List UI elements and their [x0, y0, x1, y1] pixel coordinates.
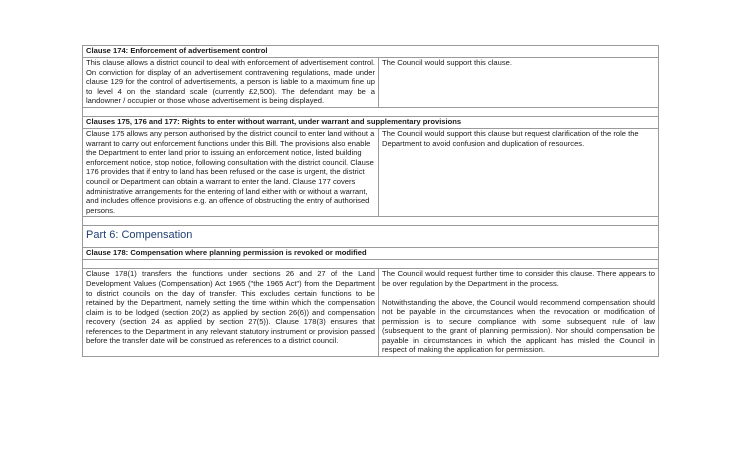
clause-178-heading: Clause 178: Compensation where planning permission is revoked or modified: [83, 248, 659, 260]
clauses-175-177-description: Clause 175 allows any person authorised by the district council to enter land without a warrant to carry out enforcement functions under this Bill. The provisions also enable the Department to enter land prior to issuing an enforcement notice, listed building enforcement notice, stop notice, following consultation with the district council. Clause 176 provides that if entry to land has been refused or the case is urgent, the district council or Department can obtain a warrant to enter the land. Clause 177 covers administrative arrangements for the entering of land either with or without a warrant, and includes offence provisions e.g. an offence of obstructing the entry of authorised persons.: [83, 128, 379, 216]
spacer-row: [83, 260, 659, 269]
clauses-175-177-heading-row: [83, 116, 659, 128]
clause-174-heading-row: [83, 46, 659, 58]
clause-174-response: The Council would support this clause.: [379, 58, 659, 108]
clauses-175-177-heading: Clauses 175, 176 and 177: Rights to enter without warrant, under warrant and supplementary provisions: [83, 116, 659, 128]
spacer-row: [83, 217, 659, 226]
part-6-title: Part 6: Compensation: [83, 226, 659, 248]
spacer-row: [83, 107, 659, 116]
clause-174-body-row: [83, 58, 659, 108]
clause-178-response-cell: [379, 269, 659, 357]
clause-178-response-paragraph-1: The Council would request further time to consider this clause. There appears to be over regulation by the Department in the process.: [382, 269, 655, 288]
clause-174-description: This clause allows a district council to deal with enforcement of advertisement control. On conviction for display of an advertisement contravening regulations, made under clause 129 for the control of advertisements, a person is liable to a maximum fine up to level 4 on the standard scale (currently £2,500). The defendant may be a landowner / occupier or those whose advertisement is being displayed.: [83, 58, 379, 108]
part-6-row: [83, 226, 659, 248]
clause-178-body-row: [83, 269, 659, 357]
clause-178-response-paragraph-2: Notwithstanding the above, the Council would recommend compensation should not be payable in the circumstances when the revocation or modification of permission is to secure compliance with some subsequent rule of law (subsequent to the grant of planning permission). Nor should compensation be payable in circumstances in which the applicant has misled the Council in respect of making the application for permission.: [382, 297, 655, 355]
clause-178-heading-row: [83, 248, 659, 260]
clause-174-heading: Clause 174: Enforcement of advertisement control: [83, 46, 659, 58]
clause-178-description: Clause 178(1) transfers the functions under sections 26 and 27 of the Land Development Values (Compensation) Act 1965 ("the 1965 Act") from the Department to district councils on the day of transfer. This excludes certain functions to be retained by the Department, namely setting the time within which the compensation claim is to be lodged (section 20(2) as applied by section 26(6)) and compensation recovery (section 24 as applied by section 27(5)). Clause 178(3) ensures that references to the Department in any relevant statutory instrument or provision passed before the transfer date will be construed as references to a district council.: [83, 269, 379, 357]
clauses-175-177-body-row: [83, 128, 659, 216]
clauses-175-177-response: The Council would support this clause but request clarification of the role the Department to avoid confusion and duplication of resources.: [379, 128, 659, 216]
clause-response-table: [82, 45, 659, 357]
